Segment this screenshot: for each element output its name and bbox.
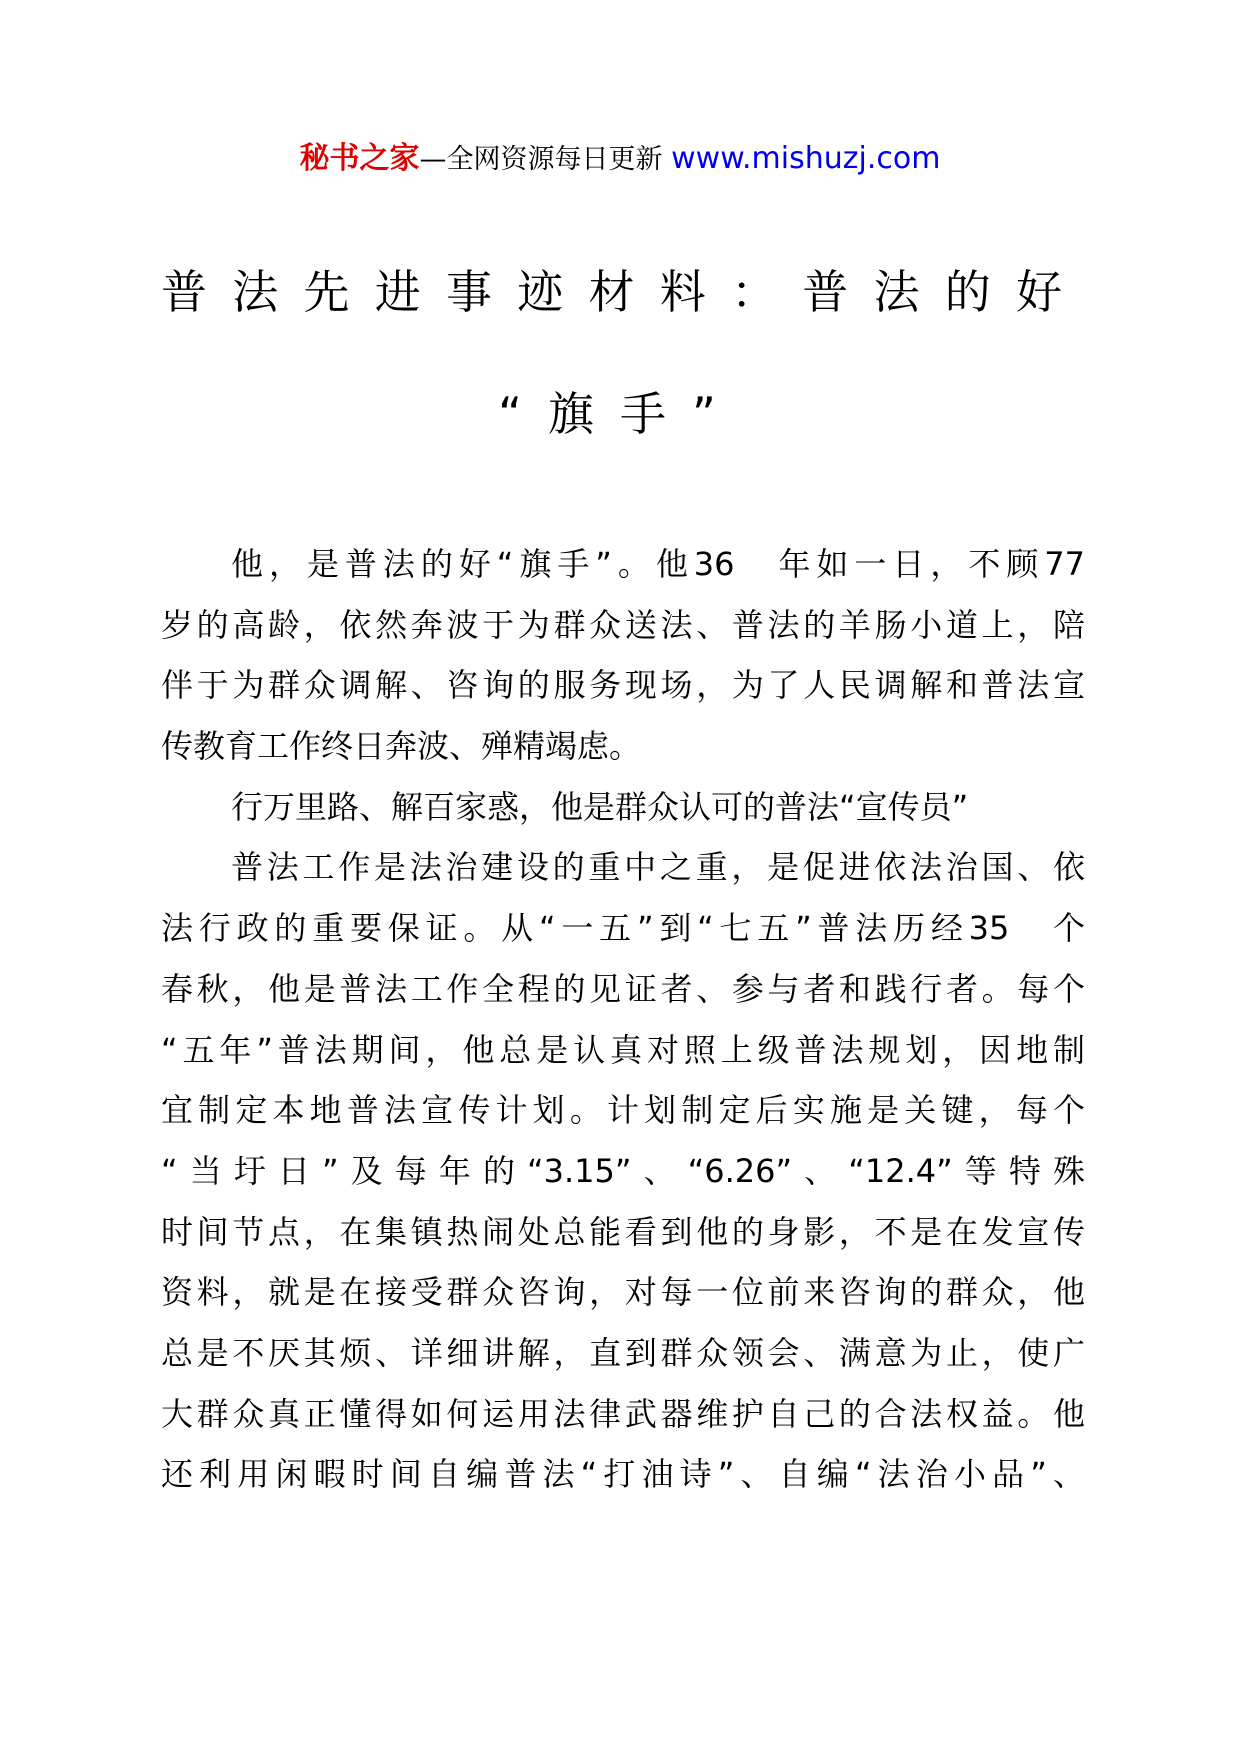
title-char: 先 [303, 265, 350, 319]
site-url-link[interactable]: www.mishuzj.com [671, 141, 941, 176]
text-line: 资料，就是在接受群众咨询，对每一位前来咨询的群众，他 [161, 1273, 1085, 1312]
text-line: “当圩日”及每年的“3.15”、“6.26”、“12.4”等特殊 [161, 1151, 1085, 1190]
title-char: 法 [873, 265, 920, 319]
document-body [161, 534, 1085, 1505]
text-line: 伴于为群众调解、咨询的服务现场，为了人民调解和普法宣 [161, 666, 1085, 705]
text-line: 还利用闲暇时间自编普法“打油诗”、自编“法治小品”、 [161, 1455, 1085, 1494]
text-line: 法行政的重要保证。从“一五”到“七五”普法历经35 个 [161, 909, 1085, 948]
text-line: 普法工作是法治建设的重中之重，是促进依法治国、依 [231, 848, 1085, 887]
title-char: 的 [944, 265, 991, 319]
title-char: 普 [802, 265, 849, 319]
brand-name: 秘书之家 [299, 141, 420, 176]
text-line: “五年”普法期间，他总是认真对照上级普法规划，因地制 [161, 1030, 1085, 1069]
text-line: 宜制定本地普法宣传计划。计划制定后实施是关键，每个 [161, 1091, 1085, 1130]
title-char: 法 [232, 265, 279, 319]
text-line: 岁的高龄，依然奔波于为群众送法、普法的羊肠小道上，陪 [161, 605, 1085, 644]
title-char: 事 [446, 265, 492, 319]
text-line: 行万里路、解百家惑，他是群众认可的普法“宣传员” [231, 787, 969, 826]
header-tagline: —全网资源每日更新 [419, 144, 672, 175]
site-header [0, 133, 1240, 177]
title-char: 材 [588, 265, 635, 319]
text-line: 他，是普法的好“旗手”。他36 年如一日，不顾77 [231, 545, 1085, 583]
title-char: 普 [161, 265, 207, 319]
title-char: ： [731, 265, 777, 319]
document-title-line-2: “旗手” [498, 387, 742, 441]
title-char: 料 [659, 265, 706, 319]
paragraph-3 [161, 837, 1085, 1505]
document-title-line-1 [161, 262, 1062, 322]
paragraph-2-subheading [161, 777, 1085, 838]
title-char: 进 [374, 265, 421, 319]
text-line: 传教育工作终日奔波、殚精竭虑。 [161, 727, 642, 766]
paragraph-1 [161, 534, 1085, 777]
title-char: 好 [1016, 265, 1062, 319]
text-line: 时间节点，在集镇热闹处总能看到他的身影，不是在发宣传 [161, 1212, 1085, 1251]
title-char: 迹 [517, 265, 564, 319]
text-line: 大群众真正懂得如何运用法律武器维护自己的合法权益。他 [161, 1394, 1085, 1433]
text-line: 春秋，他是普法工作全程的见证者、参与者和践行者。每个 [161, 969, 1085, 1008]
text-line: 总是不厌其烦、详细讲解，直到群众领会、满意为止，使广 [161, 1333, 1085, 1372]
